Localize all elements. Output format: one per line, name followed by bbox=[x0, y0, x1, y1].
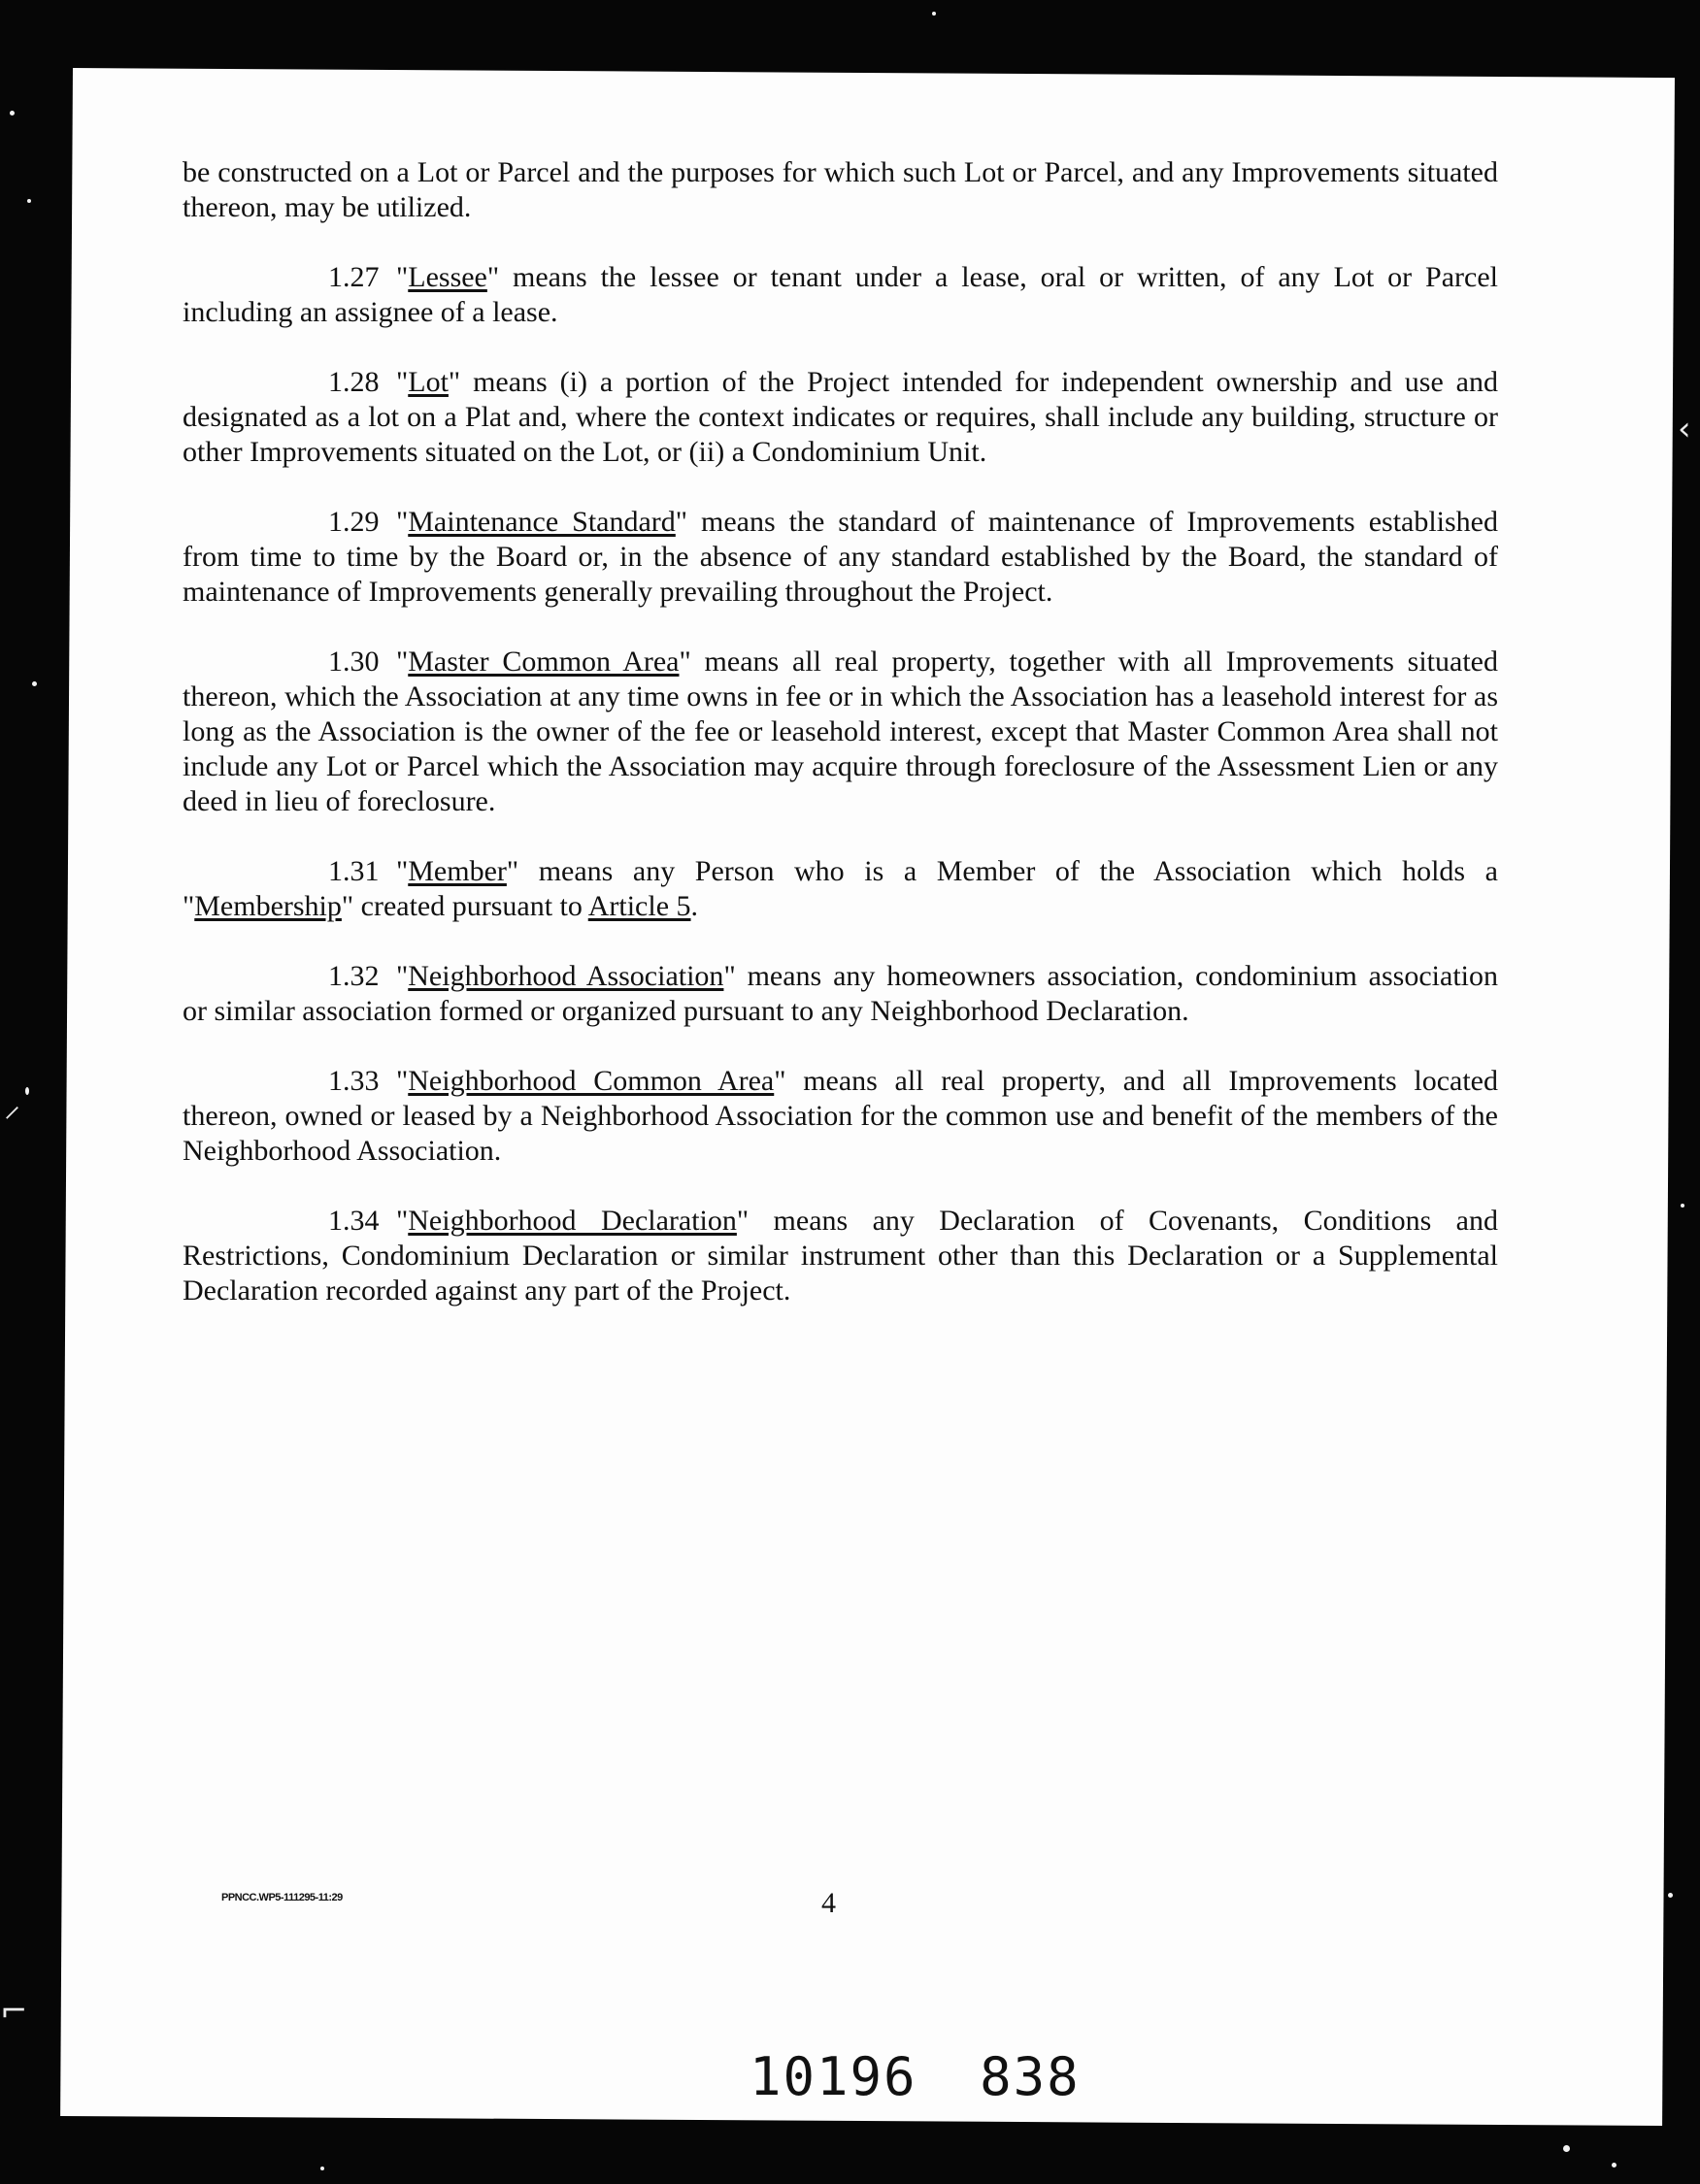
continuation-paragraph: be constructed on a Lot or Parcel and the purposes for which such Lot or Parcel, and any Improvements situated thereon, may be utilized. bbox=[183, 156, 1498, 223]
edge-scan-mark: ⌐ bbox=[0, 1992, 28, 2031]
scan-speck bbox=[25, 1087, 29, 1095]
defined-term: Maintenance Standard bbox=[408, 506, 676, 538]
scan-speck bbox=[1681, 1204, 1684, 1208]
definition-text: means any Person who is a Member of the Association which holds a bbox=[518, 855, 1498, 887]
definition-1-28: 1.28 "Lot" means (i) a portion of the Project intended for independent ownership and use and designated as a lot on a Plat and, where the context indicates or requires, shall include any building, structure or other Improvements situated on the Lot, or (ii) a Condominium Unit. bbox=[183, 366, 1498, 468]
definition-1-32: 1.32 "Neighborhood Association" means any homeowners association, condominium association or similar association formed or organized pursuant to any Neighborhood Declaration. bbox=[183, 960, 1498, 1027]
scan-speck bbox=[32, 681, 37, 686]
definition-1-29: 1.29 "Maintenance Standard" means the standard of maintenance of Improvements established from time to time by the Board or, in the absence of any standard established by the Board, the standard of maintenance of Improvements generally prevailing throughout the Project. bbox=[183, 506, 1498, 608]
scan-speck bbox=[1612, 2163, 1617, 2167]
definition-1-33: 1.33 "Neighborhood Common Area" means all real property, and all Improvements located thereon, owned or leased by a Neighborhood Association for the common use and benefit of the members of the Neighborhood Association. bbox=[183, 1065, 1498, 1167]
definition-text: means all real property, and all Improvements located thereon, owned or leased by a Neighborhood Association for the common use and benefit of the members of the Neighborhood Association. bbox=[183, 1065, 1498, 1167]
scan-speck bbox=[1563, 2145, 1570, 2152]
footer-file-code: PPNCC.WP5-111295-11:29 bbox=[221, 1892, 343, 1903]
edge-scan-mark: ‹ bbox=[1678, 410, 1691, 448]
article-reference: Article 5 bbox=[587, 890, 691, 922]
definition-text: means (i) a portion of the Project intended for independent ownership and use and designated as a lot on a Plat and, where the context indicates or requires, shall include any building, structure or other Improvements situated on the Lot, or (ii) a Condominium Unit. bbox=[183, 366, 1498, 468]
definition-1-27: 1.27 "Lessee" means the lessee or tenant under a lease, oral or written, of any Lot or Parcel including an assignee of a lease. bbox=[183, 261, 1498, 328]
scan-speck bbox=[320, 2167, 324, 2170]
defined-term: Lessee bbox=[408, 261, 487, 293]
section-number: 1.32 bbox=[328, 960, 380, 992]
scan-speck bbox=[10, 111, 15, 116]
section-number: 1.31 bbox=[328, 855, 380, 887]
defined-term: Master Common Area bbox=[408, 645, 680, 678]
definition-1-34: 1.34 "Neighborhood Declaration" means any Declaration of Covenants, Conditions and Restrictions, Condominium Declaration or similar instrument other than this Declaration or a Supplemental Declaration recorded against any part of the Project. bbox=[183, 1205, 1498, 1307]
definition-text-continued: created pursuant to bbox=[353, 890, 588, 922]
defined-term: Neighborhood Common Area bbox=[408, 1065, 775, 1097]
definition-text: means any Declaration of Covenants, Conditions and Restrictions, Condominium Declaration or similar instrument other than this Declaration or a Supplemental Declaration recorded against any part of the Project. bbox=[183, 1205, 1498, 1307]
definition-text: means the standard of maintenance of Improvements established from time to time by the Board or, in the absence of any standard established by the Board, the standard of maintenance of Improvements generally prevailing throughout the Project. bbox=[183, 506, 1498, 608]
defined-term: Member bbox=[408, 855, 507, 887]
scan-speck bbox=[932, 12, 936, 16]
section-number: 1.27 bbox=[328, 261, 380, 293]
section-number: 1.28 bbox=[328, 366, 380, 398]
section-number: 1.33 bbox=[328, 1065, 380, 1097]
section-number: 1.29 bbox=[328, 506, 380, 538]
edge-scan-mark: ⸝ bbox=[4, 1086, 20, 1125]
recording-stamp-number: 10196 838 bbox=[750, 2046, 1081, 2107]
definition-text: means all real property, together with all Improvements situated thereon, which the Association at any time owns in fee or in which the Association has a leasehold interest for as long as the Association is the owner of the fee or leasehold interest, except that Master Common Area shall not include any Lot or Parcel which the Association may acquire through foreclosure of the Assessment Lien or any deed in lieu of foreclosure. bbox=[183, 645, 1498, 817]
defined-term: Neighborhood Declaration bbox=[408, 1205, 737, 1237]
page-number: 4 bbox=[821, 1887, 836, 1919]
defined-term-membership: Membership bbox=[194, 890, 342, 922]
defined-term: Lot bbox=[408, 366, 449, 398]
definition-1-31: 1.31 "Member" means any Person who is a Member of the Association which holds a "Membership" created pursuant to Article 5. bbox=[183, 855, 1498, 922]
definition-1-30: 1.30 "Master Common Area" means all real property, together with all Improvements situated thereon, which the Association at any time owns in fee or in which the Association has a leasehold interest for as long as the Association is the owner of the fee or leasehold interest, except that Master Common Area shall not include any Lot or Parcel which the Association may acquire through foreclosure of the Assessment Lien or any deed in lieu of foreclosure. bbox=[183, 645, 1498, 817]
scan-speck bbox=[27, 199, 31, 203]
section-number: 1.30 bbox=[328, 645, 380, 678]
definition-text: means the lessee or tenant under a lease, oral or written, of any Lot or Parcel including an assignee of a lease. bbox=[183, 261, 1498, 328]
definition-text-end: . bbox=[690, 890, 699, 922]
definition-text: means any homeowners association, condominium association or similar association formed or organized pursuant to any Neighborhood Declaration. bbox=[183, 960, 1498, 1027]
defined-term: Neighborhood Association bbox=[408, 960, 724, 992]
scan-speck bbox=[1668, 1893, 1673, 1898]
section-number: 1.34 bbox=[328, 1205, 380, 1237]
document-body bbox=[183, 155, 1498, 1343]
